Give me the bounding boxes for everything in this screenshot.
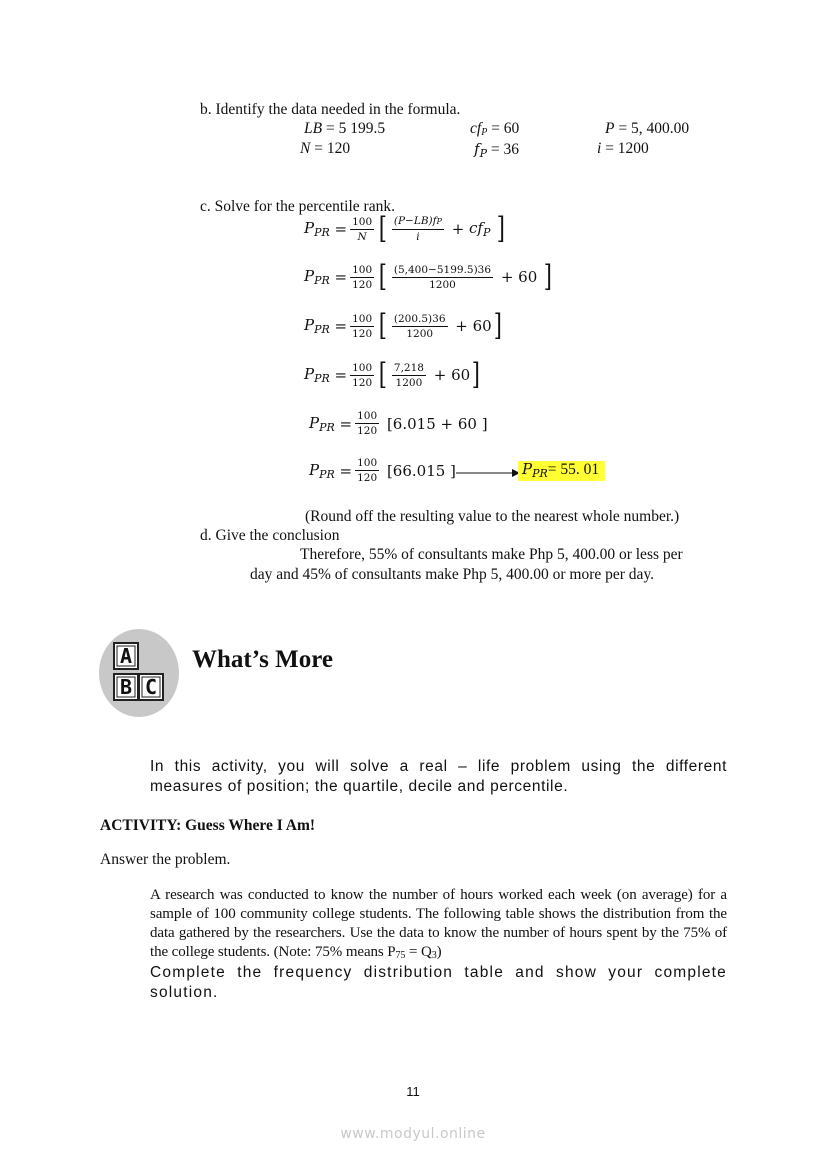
intro-paragraph: In this activity, you will solve a real – life problem using the different measures of position; the quartile, decile and percentile.	[150, 758, 727, 795]
page-number: 11	[406, 1084, 420, 1099]
abc-blocks-icon	[98, 628, 180, 718]
formula-step-5: $P_{PR}$ = $\frac{100}{120}$ [6.015 + 60 ]	[309, 410, 488, 437]
value-i: i = 1200	[597, 140, 649, 157]
part-c-heading: c. Solve for the percentile rank.	[200, 198, 395, 215]
section-title: What’s More	[192, 646, 333, 673]
result-highlight: $P_{PR}= 55$. 01	[518, 460, 605, 480]
block-letter-a: A	[119, 644, 133, 668]
activity-title: ACTIVITY: Guess Where I Am!	[100, 817, 316, 834]
problem-tail: Complete the frequency distribution table and show your complete solution.	[150, 964, 727, 1001]
formula-step-3: $P_{PR}$ = $\frac{100}{120}$ [ $\frac{(200.5)36}{1200}$ + 60 ]	[304, 308, 502, 343]
formula-step-2: $P_{PR}$ = $\frac{100}{120}$ [ $\frac{(5,400-5199.5)36}{1200}$ + 60 ]	[304, 259, 553, 294]
value-fp: $f_P = 36$	[474, 140, 519, 160]
problem-paragraph: A research was conducted to know the number of hours worked each week (on average) for a sample of 100 community college students. The following table shows the distribution from the data gathered by the researchers. Use the data to know the number of hours spent by the 75% of the college students. (Note: 75% means P75 = Q3)	[150, 887, 727, 961]
formula-step-1: $P_{PR}$ = $\frac{100}{N}$ [ $\frac{(P-LB)fP}{i}$ + $cf_P$ ]	[304, 211, 506, 246]
value-cfp: cfP = 60	[470, 120, 520, 138]
block-letter-c: C	[144, 675, 158, 699]
conclusion-line-2: day and 45% of consultants make Php 5, 400.00 or more per day.	[250, 566, 655, 583]
part-d-heading: d. Give the conclusion	[200, 527, 340, 544]
round-note: (Round off the resulting value to the nearest whole number.)	[305, 508, 680, 525]
value-lb: LB = 5 199.5	[304, 120, 386, 137]
arrow-right-icon	[454, 466, 520, 480]
value-p: P = 5, 400.00	[605, 120, 690, 137]
instruction-text: Answer the problem.	[100, 851, 231, 868]
block-letter-b: B	[119, 675, 133, 699]
conclusion-line-1: Therefore, 55% of consultants make Php 5, 400.00 or less per	[300, 546, 683, 563]
formula-step-4: $P_{PR}$ = $\frac{100}{120}$ [ $\frac{7,218}{1200}$ + 60 ]	[304, 357, 481, 392]
value-n: N = 120	[300, 140, 351, 157]
watermark: www.modyul.online	[340, 1126, 486, 1142]
formula-step-6: $P_{PR}$ = $\frac{100}{120}$ [66.015 ]	[309, 457, 456, 484]
part-b-heading: b. Identify the data needed in the formula.	[200, 101, 461, 118]
